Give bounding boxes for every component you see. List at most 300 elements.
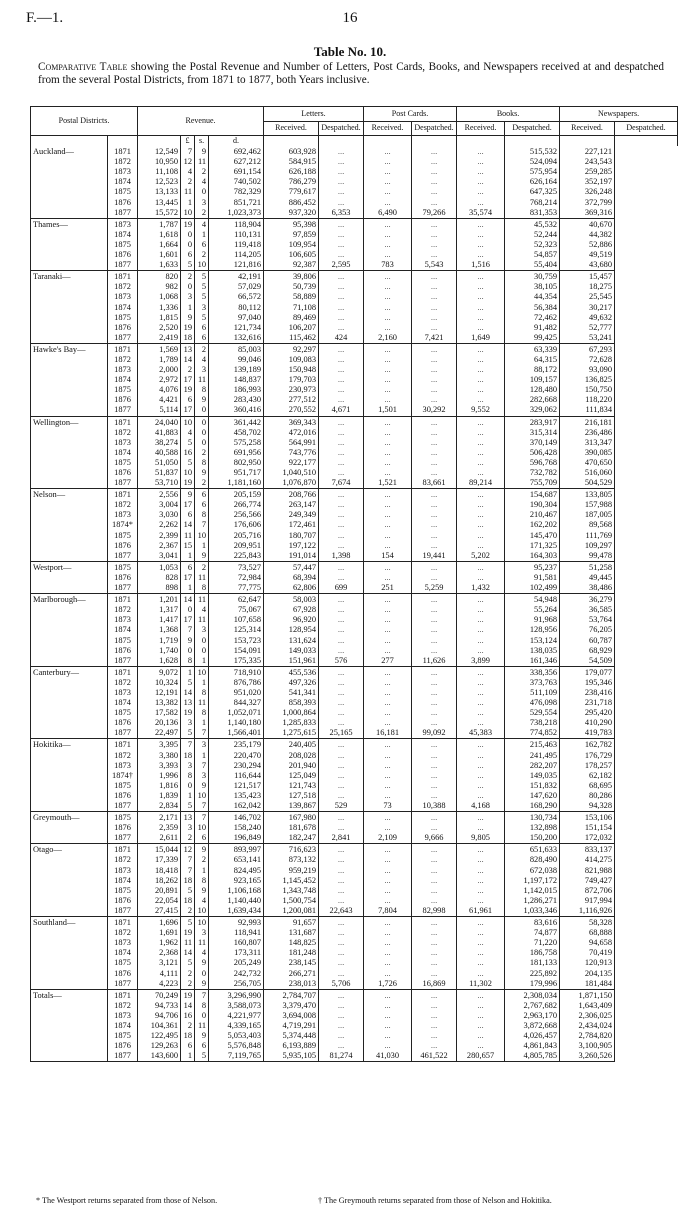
year-cell: 1872: [108, 428, 138, 438]
value-cell: 3: [195, 739, 209, 751]
year-cell: 1877: [108, 260, 138, 271]
table-row: [31, 928, 678, 938]
value-cell: 277,512: [264, 395, 319, 405]
value-cell: ...: [319, 938, 364, 948]
value-cell: 83,661: [412, 478, 457, 489]
value-cell: ...: [319, 167, 364, 177]
value-cell: ...: [319, 520, 364, 530]
value-cell: 160,807: [209, 938, 264, 948]
value-cell: 672,038: [505, 866, 560, 876]
value-cell: 161,346: [505, 656, 560, 667]
year-cell: 1876: [108, 323, 138, 333]
value-cell: 9: [195, 395, 209, 405]
year-cell: 1877: [108, 906, 138, 917]
value-cell: 150,200: [505, 833, 560, 844]
table-row: [31, 1031, 678, 1041]
value-cell: ...: [364, 708, 412, 718]
value-cell: ...: [412, 938, 457, 948]
value-cell: ...: [319, 928, 364, 938]
value-cell: ...: [457, 1031, 505, 1041]
value-cell: 11: [195, 573, 209, 583]
year-cell: 1875: [108, 385, 138, 395]
value-cell: 4,719,291: [264, 1021, 319, 1031]
value-cell: ...: [364, 230, 412, 240]
value-cell: 125,049: [264, 771, 319, 781]
value-cell: 60,787: [560, 636, 615, 646]
value-cell: 7,119,765: [209, 1051, 264, 1062]
value-cell: ...: [457, 157, 505, 167]
value-cell: ...: [457, 636, 505, 646]
value-cell: 5,374,448: [264, 1031, 319, 1041]
value-cell: 718,910: [209, 666, 264, 678]
value-cell: ...: [412, 989, 457, 1001]
value-cell: 4: [181, 167, 195, 177]
value-cell: 45,383: [457, 728, 505, 739]
value-cell: 97,040: [209, 313, 264, 323]
value-cell: ...: [364, 448, 412, 458]
value-cell: 1: [195, 866, 209, 876]
value-cell: 2: [181, 979, 195, 990]
table-row: [31, 656, 678, 667]
value-cell: 3: [195, 365, 209, 375]
value-cell: 13: [181, 812, 195, 824]
year-cell: 1875: [108, 240, 138, 250]
value-cell: 16: [181, 1011, 195, 1021]
value-cell: 372,799: [560, 198, 615, 208]
value-cell: ...: [364, 458, 412, 468]
value-cell: 62,182: [560, 771, 615, 781]
value-cell: ...: [319, 375, 364, 385]
value-cell: 99,425: [505, 333, 560, 344]
value-cell: 139,189: [209, 365, 264, 375]
value-cell: 1,516: [457, 260, 505, 271]
table-row: [31, 458, 678, 468]
value-cell: 4: [195, 177, 209, 187]
value-cell: 73: [364, 801, 412, 812]
value-cell: 2: [181, 177, 195, 187]
value-cell: 73,527: [209, 561, 264, 573]
value-cell: ...: [319, 395, 364, 405]
value-cell: ...: [457, 1011, 505, 1021]
year-cell: 1872: [108, 928, 138, 938]
year-cell: 1877: [108, 979, 138, 990]
value-cell: 111,769: [560, 531, 615, 541]
value-cell: ...: [364, 1001, 412, 1011]
value-cell: ...: [412, 646, 457, 656]
year-cell: 1875: [108, 313, 138, 323]
value-cell: ...: [412, 781, 457, 791]
value-cell: 8: [181, 771, 195, 781]
year-cell: 1872: [108, 1001, 138, 1011]
table-row: [31, 230, 678, 240]
value-cell: ...: [457, 969, 505, 979]
value-cell: 209,951: [209, 541, 264, 551]
year-cell: 1873: [108, 688, 138, 698]
value-cell: ...: [412, 791, 457, 801]
year-cell: 1877: [108, 728, 138, 739]
value-cell: 14: [181, 1001, 195, 1011]
table-row: [31, 1051, 678, 1062]
table-row: [31, 688, 678, 698]
year-cell: 1877: [108, 801, 138, 812]
value-cell: 541,341: [264, 688, 319, 698]
value-cell: 5,202: [457, 551, 505, 562]
table-row: [31, 218, 678, 230]
value-cell: 143,600: [138, 1051, 181, 1062]
value-cell: 6: [195, 833, 209, 844]
value-cell: 9: [195, 781, 209, 791]
value-cell: 11: [195, 157, 209, 167]
table-row: [31, 969, 678, 979]
value-cell: ...: [364, 1031, 412, 1041]
value-cell: 205,716: [209, 531, 264, 541]
value-cell: 2,520: [138, 323, 181, 333]
value-cell: 8: [195, 876, 209, 886]
year-cell: 1875: [108, 636, 138, 646]
value-cell: ...: [364, 688, 412, 698]
value-cell: 1,787: [138, 218, 181, 230]
value-cell: 1,200,081: [264, 906, 319, 917]
value-cell: ...: [457, 198, 505, 208]
value-cell: 70,419: [560, 948, 615, 958]
value-cell: 653,141: [209, 855, 264, 865]
value-cell: 129,263: [138, 1041, 181, 1051]
value-cell: 2: [195, 448, 209, 458]
value-cell: ...: [319, 605, 364, 615]
value-cell: 208,766: [264, 489, 319, 501]
year-cell: 1877: [108, 833, 138, 844]
value-cell: 25,165: [319, 728, 364, 739]
value-cell: 0: [195, 405, 209, 416]
value-cell: 5: [195, 282, 209, 292]
value-cell: 3: [195, 928, 209, 938]
value-cell: 7: [195, 728, 209, 739]
value-cell: ...: [364, 928, 412, 938]
value-cell: ...: [364, 886, 412, 896]
value-cell: 1,000,864: [264, 708, 319, 718]
year-cell: 1874: [108, 303, 138, 313]
value-cell: 94,658: [560, 938, 615, 948]
value-cell: 529,554: [505, 708, 560, 718]
value-cell: 458,702: [209, 428, 264, 438]
value-cell: 369,316: [560, 208, 615, 219]
year-cell: 1875: [108, 886, 138, 896]
value-cell: 2,963,170: [505, 1011, 560, 1021]
value-cell: 77,775: [209, 583, 264, 594]
value-cell: 139,867: [264, 801, 319, 812]
value-cell: 18: [181, 896, 195, 906]
value-cell: 373,763: [505, 678, 560, 688]
value-cell: 19: [181, 478, 195, 489]
value-cell: 54,948: [505, 594, 560, 606]
value-cell: 1: [181, 303, 195, 313]
value-cell: 251: [364, 583, 412, 594]
value-cell: 68,695: [560, 781, 615, 791]
year-cell: 1874†: [108, 771, 138, 781]
value-cell: 131,624: [264, 636, 319, 646]
value-cell: ...: [457, 187, 505, 197]
value-cell: 109,157: [505, 375, 560, 385]
value-cell: ...: [412, 688, 457, 698]
value-cell: 12,191: [138, 688, 181, 698]
value-cell: 8: [195, 458, 209, 468]
value-cell: ...: [457, 761, 505, 771]
value-cell: ...: [412, 198, 457, 208]
value-cell: 4,339,165: [209, 1021, 264, 1031]
table-row: [31, 876, 678, 886]
table-row: [31, 489, 678, 501]
value-cell: ...: [364, 678, 412, 688]
value-cell: 1,201: [138, 594, 181, 606]
col-postal-districts: Postal Districts.: [31, 107, 138, 136]
value-cell: 9: [195, 146, 209, 157]
value-cell: 171,325: [505, 541, 560, 551]
value-cell: 6,193,889: [264, 1041, 319, 1051]
value-cell: 738,218: [505, 718, 560, 728]
value-cell: ...: [364, 1021, 412, 1031]
value-cell: ...: [319, 844, 364, 856]
value-cell: ...: [457, 458, 505, 468]
value-cell: 1,521: [364, 478, 412, 489]
value-cell: 1,664: [138, 240, 181, 250]
table-row: [31, 313, 678, 323]
value-cell: ...: [412, 605, 457, 615]
table-row: [31, 938, 678, 948]
table-row: [31, 468, 678, 478]
year-cell: 1876: [108, 646, 138, 656]
value-cell: ...: [412, 167, 457, 177]
value-cell: 2,972: [138, 375, 181, 385]
value-cell: 937,320: [264, 208, 319, 219]
table-body: [31, 146, 678, 1062]
value-cell: ...: [457, 605, 505, 615]
value-cell: 45,532: [505, 218, 560, 230]
value-cell: 88,172: [505, 365, 560, 375]
value-cell: 1,053: [138, 561, 181, 573]
value-cell: 19: [181, 323, 195, 333]
value-cell: ...: [457, 395, 505, 405]
year-cell: 1873: [108, 1011, 138, 1021]
value-cell: ...: [457, 739, 505, 751]
value-cell: 8: [195, 510, 209, 520]
value-cell: 1: [181, 198, 195, 208]
value-cell: 17: [181, 405, 195, 416]
district-name: Southland—: [31, 917, 108, 929]
value-cell: 91,968: [505, 615, 560, 625]
table-row: [31, 718, 678, 728]
value-cell: 7,674: [319, 478, 364, 489]
value-cell: ...: [457, 292, 505, 302]
value-cell: 6: [181, 250, 195, 260]
value-cell: 153,723: [209, 636, 264, 646]
value-cell: ...: [457, 146, 505, 157]
value-cell: 53,710: [138, 478, 181, 489]
value-cell: 27,415: [138, 906, 181, 917]
value-cell: 1,740: [138, 646, 181, 656]
year-cell: 1875: [108, 531, 138, 541]
value-cell: 121,743: [264, 781, 319, 791]
value-cell: 858,393: [264, 698, 319, 708]
value-cell: 326,248: [560, 187, 615, 197]
district-name: Canterbury—: [31, 666, 108, 678]
value-cell: ...: [319, 969, 364, 979]
value-cell: 4: [195, 896, 209, 906]
year-cell: 1873: [108, 761, 138, 771]
year-cell: 1874: [108, 448, 138, 458]
value-cell: 15: [181, 541, 195, 551]
value-cell: 4: [195, 355, 209, 365]
value-cell: 1,726: [364, 979, 412, 990]
value-cell: 7: [195, 761, 209, 771]
year-cell: 1876: [108, 791, 138, 801]
year-cell: 1877: [108, 405, 138, 416]
value-cell: 44,354: [505, 292, 560, 302]
value-cell: 5,935,105: [264, 1051, 319, 1062]
value-cell: 283,917: [505, 416, 560, 428]
value-cell: ...: [364, 177, 412, 187]
value-cell: 116,644: [209, 771, 264, 781]
value-cell: 9: [195, 886, 209, 896]
table-row: [31, 917, 678, 929]
value-cell: 153,124: [505, 636, 560, 646]
value-cell: ...: [319, 1001, 364, 1011]
table-row: [31, 157, 678, 167]
value-cell: 5,706: [319, 979, 364, 990]
value-cell: 3,041: [138, 551, 181, 562]
value-cell: 3: [195, 303, 209, 313]
year-cell: 1877: [108, 656, 138, 667]
value-cell: 584,915: [264, 157, 319, 167]
value-cell: 4,026,457: [505, 1031, 560, 1041]
value-cell: ...: [457, 791, 505, 801]
value-cell: 15,572: [138, 208, 181, 219]
value-cell: 11,626: [412, 656, 457, 667]
value-cell: 172,461: [264, 520, 319, 530]
value-cell: ...: [457, 1001, 505, 1011]
value-cell: 10,950: [138, 157, 181, 167]
value-cell: ...: [412, 718, 457, 728]
value-cell: 128,956: [505, 625, 560, 635]
value-cell: ...: [364, 605, 412, 615]
value-cell: ...: [457, 167, 505, 177]
value-cell: 1,569: [138, 343, 181, 355]
value-cell: 18: [181, 1031, 195, 1041]
value-cell: 93,090: [560, 365, 615, 375]
value-cell: 2,834: [138, 801, 181, 812]
value-cell: ...: [412, 468, 457, 478]
value-cell: ...: [457, 282, 505, 292]
table-row: [31, 708, 678, 718]
table-row: [31, 833, 678, 844]
value-cell: 1,023,373: [209, 208, 264, 219]
value-cell: ...: [412, 561, 457, 573]
value-cell: ...: [412, 594, 457, 606]
table-row: [31, 520, 678, 530]
value-cell: ...: [412, 812, 457, 824]
document-code: F.—1.: [26, 10, 64, 26]
col-books-received: Received.: [457, 122, 505, 136]
year-cell: 1873: [108, 365, 138, 375]
value-cell: 104,361: [138, 1021, 181, 1031]
value-cell: ...: [457, 303, 505, 313]
value-cell: ...: [319, 323, 364, 333]
value-cell: 691,956: [209, 448, 264, 458]
value-cell: 132,898: [505, 823, 560, 833]
value-cell: ...: [319, 303, 364, 313]
value-cell: 11: [195, 615, 209, 625]
value-cell: 982: [138, 282, 181, 292]
value-cell: 99,478: [560, 551, 615, 562]
value-cell: 13: [181, 698, 195, 708]
value-cell: 9: [181, 489, 195, 501]
value-cell: 959,219: [264, 866, 319, 876]
value-cell: 55,404: [505, 260, 560, 271]
value-cell: ...: [319, 823, 364, 833]
table-row: [31, 739, 678, 751]
value-cell: 831,353: [505, 208, 560, 219]
value-cell: 119,418: [209, 240, 264, 250]
table-row: [31, 812, 678, 824]
value-cell: ...: [457, 948, 505, 958]
value-cell: 109,297: [560, 541, 615, 551]
value-cell: 125,314: [209, 625, 264, 635]
value-cell: 0: [195, 438, 209, 448]
year-cell: 1873: [108, 615, 138, 625]
value-cell: ...: [457, 928, 505, 938]
value-cell: 14: [181, 688, 195, 698]
year-cell: 1875: [108, 958, 138, 968]
value-cell: 4,168: [457, 801, 505, 812]
value-cell: 0: [181, 282, 195, 292]
value-cell: 2,306,025: [560, 1011, 615, 1021]
value-cell: 111,834: [560, 405, 615, 416]
value-cell: 1,789: [138, 355, 181, 365]
value-cell: ...: [364, 198, 412, 208]
value-cell: ...: [412, 615, 457, 625]
value-cell: 82,998: [412, 906, 457, 917]
value-cell: 130,734: [505, 812, 560, 824]
value-cell: 3,395: [138, 739, 181, 751]
value-cell: ...: [319, 365, 364, 375]
value-cell: ...: [412, 1011, 457, 1021]
year-cell: 1871: [108, 844, 138, 856]
value-cell: 338,356: [505, 666, 560, 678]
table-row: [31, 167, 678, 177]
value-cell: 0: [181, 605, 195, 615]
value-cell: ...: [457, 438, 505, 448]
value-cell: 102,499: [505, 583, 560, 594]
value-cell: ...: [319, 510, 364, 520]
value-cell: 270,552: [264, 405, 319, 416]
year-cell: 1876: [108, 896, 138, 906]
caption-text: showing the Postal Revenue and Number of Letters, Post Cards, Books, and Newspapers received at and despatched from the several Postal Districts, from 1871 to 1877, both Years inclusive.: [38, 61, 664, 86]
value-cell: ...: [412, 708, 457, 718]
value-cell: 106,605: [264, 250, 319, 260]
value-cell: ...: [364, 271, 412, 283]
value-cell: 128,480: [505, 385, 560, 395]
value-cell: 2,767,682: [505, 1001, 560, 1011]
value-cell: 1,996: [138, 771, 181, 781]
value-cell: 39,806: [264, 271, 319, 283]
value-cell: 7: [181, 739, 195, 751]
value-cell: 18: [181, 333, 195, 344]
value-cell: 19: [181, 989, 195, 1001]
value-cell: 175,335: [209, 656, 264, 667]
value-cell: 851,721: [209, 198, 264, 208]
value-cell: ...: [412, 948, 457, 958]
value-cell: 19: [181, 708, 195, 718]
value-cell: 81,274: [319, 1051, 364, 1062]
